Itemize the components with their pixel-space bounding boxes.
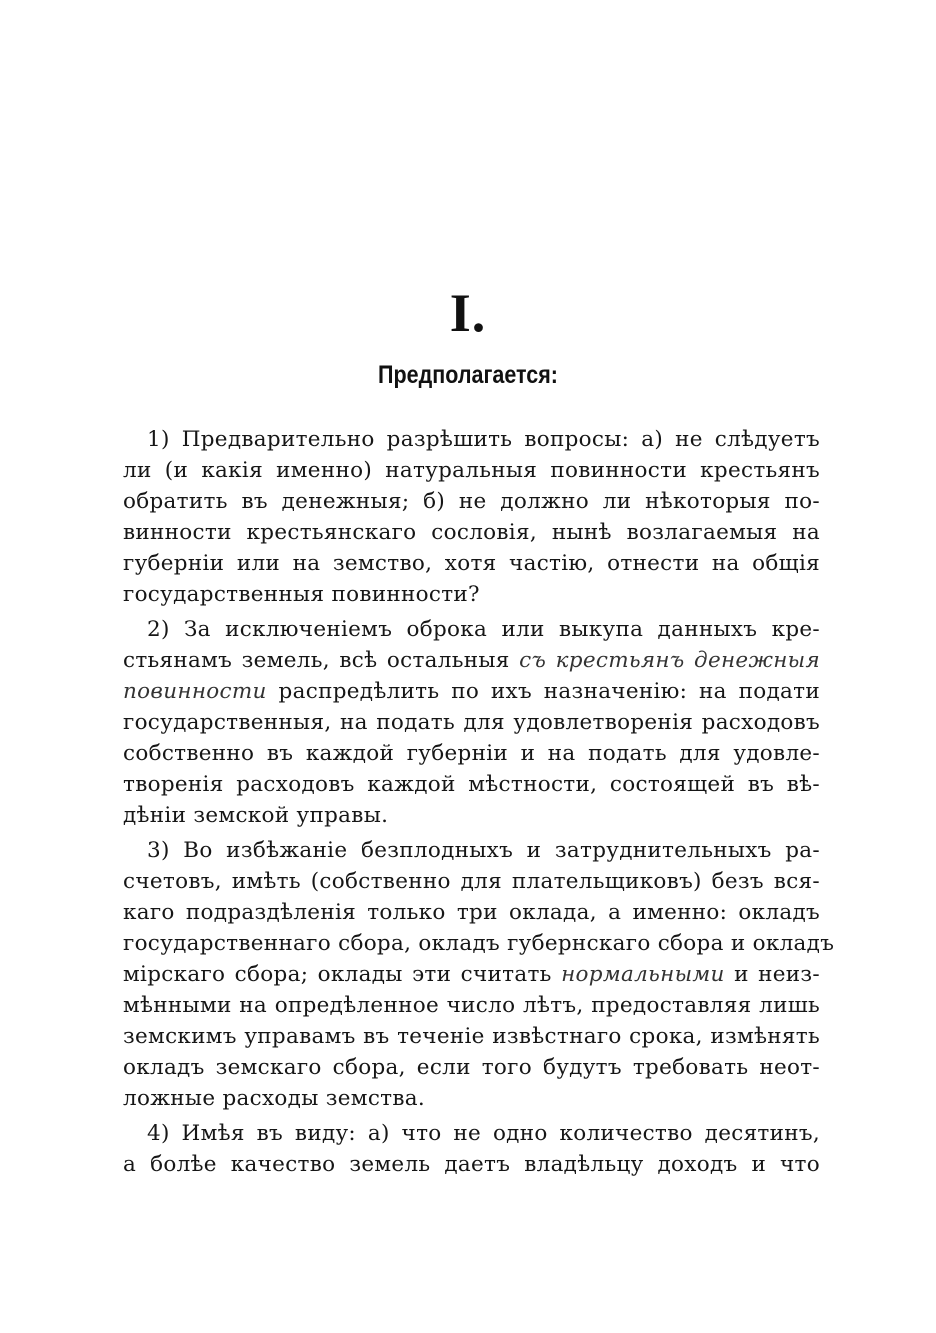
paragraph-2 (123, 614, 820, 831)
text-line (123, 455, 820, 486)
text-line (123, 1021, 820, 1052)
text-run: ложные расходы земства. (123, 1086, 426, 1111)
text-line (123, 769, 820, 800)
text-line (123, 959, 820, 990)
body-text (123, 424, 835, 1180)
text-run: государственныя повинности? (123, 582, 480, 607)
paragraph-1 (123, 424, 820, 610)
text-line (123, 579, 820, 610)
text-line (123, 1149, 820, 1180)
text-line (123, 1083, 820, 1114)
text-run: творенія расходовъ каждой мѣстности, состоящей въ вѣ- (123, 772, 820, 797)
text-line (123, 800, 820, 831)
text-run: обратить въ денежныя; б) не должно ли нѣкоторыя по- (123, 489, 820, 514)
text-line (123, 486, 820, 517)
text-run: окладъ земскаго сбора, если того будутъ требовать неот- (123, 1055, 820, 1080)
text-line (123, 676, 820, 707)
text-run: счетовъ, имѣть (собственно для плательщиковъ) безъ вся- (123, 869, 820, 894)
italic-text: съ крестьянъ денежныя (519, 648, 821, 673)
text-run: мірскаго сбора; оклады эти считать (123, 962, 562, 987)
text-run: винности крестьянскаго сословія, нынѣ возлагаемыя на (123, 520, 820, 545)
text-run: каго подраздѣленія только три оклада, а именно: окладъ (123, 900, 820, 925)
text-line (123, 990, 820, 1021)
text-run: распредѣлить по ихъ назначенію: на подати (266, 679, 820, 704)
text-run: 4) Имѣя въ виду: а) что не одно количество десятинъ, (147, 1121, 820, 1146)
text-run: государственнаго сбора, окладъ губернскаго сбора и окладъ (123, 931, 835, 956)
text-line (123, 645, 820, 676)
text-line (123, 614, 820, 645)
text-run: дѣніи земской управы. (123, 803, 389, 828)
text-line (123, 548, 820, 579)
text-line (123, 928, 835, 959)
text-run: 3) Во избѣжаніе безплодныхъ и затруднительныхъ ра- (147, 838, 820, 863)
paragraph-4 (123, 1118, 820, 1180)
italic-text: нормальными (561, 962, 725, 987)
text-line (123, 1118, 820, 1149)
text-run: ли (и какія именно) натуральныя повинности крестьянъ (123, 458, 820, 483)
text-line (123, 1052, 820, 1083)
italic-text: повинности (123, 679, 267, 704)
text-run: государственныя, на подать для удовлетворенія расходовъ (123, 710, 820, 735)
text-run: а болѣе качество земель даетъ владѣльцу доходъ и что (123, 1152, 820, 1177)
text-line (123, 835, 820, 866)
text-line (123, 707, 820, 738)
section-number: I. (449, 283, 487, 343)
section-heading: Предполагается: (378, 361, 558, 389)
text-run: губерніи или на земство, хотя частію, отнести на общія (123, 551, 820, 576)
text-run: земскимъ управамъ въ теченіе извѣстнаго срока, измѣнять (123, 1024, 820, 1049)
text-line (123, 738, 820, 769)
text-line (123, 897, 820, 928)
text-run: стьянамъ земель, всѣ остальныя (123, 648, 520, 673)
text-line (123, 517, 820, 548)
text-run: и неиз- (724, 962, 820, 987)
paragraph-3 (123, 835, 835, 1114)
text-run: собственно въ каждой губерніи и на подать для удовле- (123, 741, 820, 766)
text-line (123, 424, 820, 455)
text-run: мѣнными на опредѣленное число лѣтъ, предоставляя лишь (123, 993, 820, 1018)
text-line (123, 866, 820, 897)
text-run: 2) За исключеніемъ оброка или выкупа данныхъ кре- (147, 617, 820, 642)
text-run: 1) Предварительно разрѣшить вопросы: а) не слѣдуетъ (147, 427, 820, 452)
